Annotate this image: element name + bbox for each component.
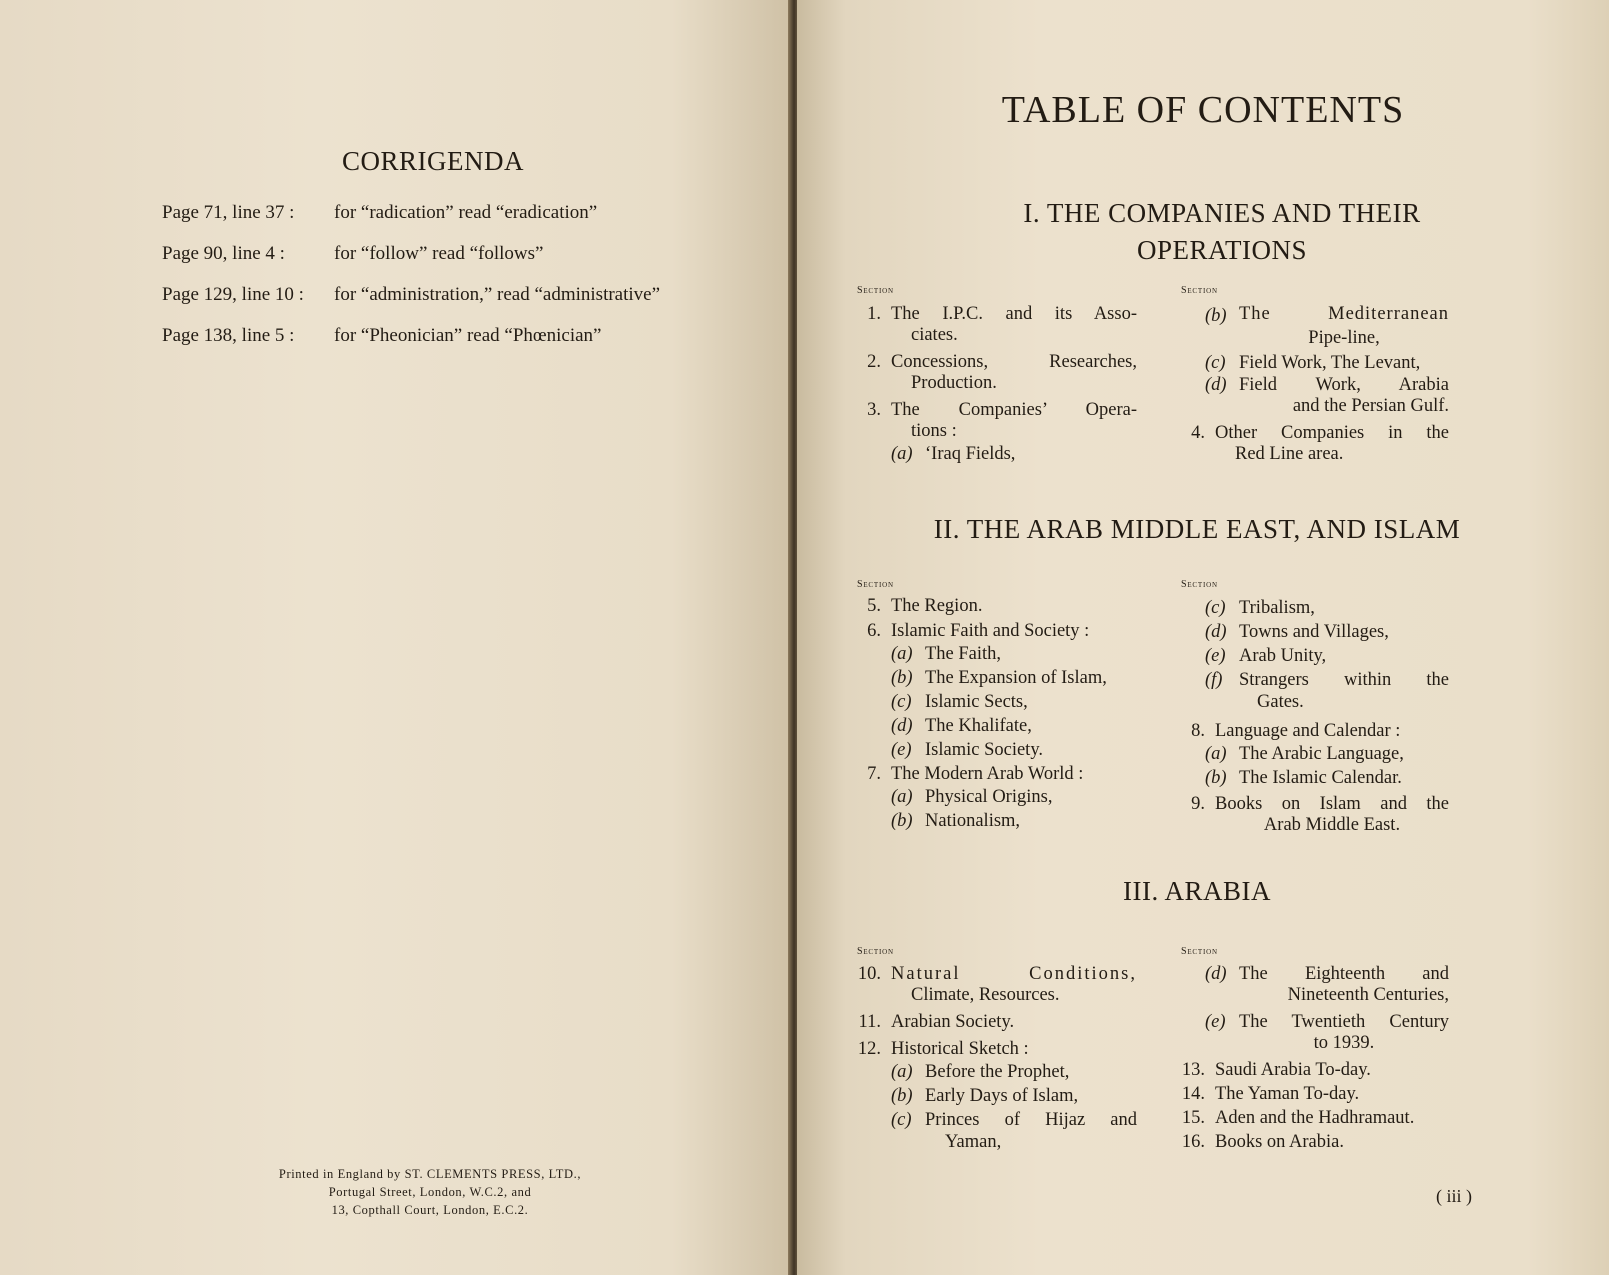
toc-subentry [1149,596,1449,620]
sub-text: The Faith, [925,644,1002,664]
left-page [0,0,790,1275]
toc-column-right [1149,964,1449,1159]
sub-text: Gates. [1257,692,1304,712]
toc-title: TABLE OF CONTENTS [1001,89,1405,131]
toc-column-left [825,964,1137,1159]
corrigenda-text: for “follow” read “follows” [334,243,544,264]
toc-entry [1149,1132,1449,1153]
printer-line: Portugal Street, London, W.C.2, and [328,1185,532,1199]
entry-text: Saudi Arabia To-day. [1215,1060,1371,1080]
toc-body [797,0,1609,1275]
part-heading-line: I. THE COMPANIES AND THEIR [1023,198,1421,228]
sub-text: Nineteenth Centuries, [1287,985,1449,1005]
entry-text: Concessions, Researches, [891,352,1137,372]
section-label: Section [857,946,894,957]
toc-entry [825,304,1137,346]
sub-text: Before the Prophet, [925,1062,1070,1082]
section-label: Section [1181,285,1218,296]
toc-entry [1149,794,1449,836]
toc-entry [825,596,1137,617]
toc-entry [1149,721,1449,790]
sub-text: ‘Iraq Fields, [925,444,1016,464]
sub-letter: (c) [1205,598,1226,618]
toc-entry [825,621,1137,762]
sub-text: Strangers within the [1239,670,1449,690]
toc-entry [1149,423,1449,465]
corrigenda-title: CORRIGENDA [341,146,524,176]
sub-letter: (a) [891,787,913,807]
entry-number: 13. [1181,1060,1205,1080]
part-heading [857,198,1587,266]
sub-text: Pipe-line, [1308,328,1380,348]
sub-letter: (c) [891,1110,912,1130]
entry-text: Aden and the Hadhramaut. [1215,1108,1415,1128]
corrigenda-item [162,325,782,366]
entry-number: 8. [1191,721,1205,741]
toc-subentry [1149,964,1449,1006]
section-label: Section [857,579,894,590]
toc-subentry [1149,620,1449,644]
sub-text: The Khalifate, [925,716,1032,736]
corrigenda-ref: Page 138, line 5 : [162,325,295,346]
corrigenda-item [162,284,782,325]
entry-number: 11. [858,1012,881,1032]
section-label: Section [1181,579,1218,590]
entry-text: tions : [911,421,957,441]
toc-column-left [825,304,1137,472]
sub-text: Islamic Sects, [925,692,1028,712]
toc-entry [825,964,1137,1006]
entry-text: Historical Sketch : [891,1039,1029,1059]
entry-number: 1. [867,304,881,324]
sub-text: Princes of Hijaz and [925,1110,1137,1130]
sub-text: Early Days of Islam, [925,1086,1079,1106]
sub-letter: (a) [1205,744,1227,764]
sub-letter: (b) [891,668,913,688]
sub-text: Field Work, Arabia [1239,375,1449,395]
toc-entry [1149,1084,1449,1105]
sub-letter: (c) [891,692,912,712]
entry-text: Red Line area. [1235,444,1344,464]
part-heading: II. THE ARAB MIDDLE EAST, AND ISLAM [933,514,1461,544]
sub-letter: (b) [891,811,913,831]
toc-subentry [1149,668,1449,713]
entry-number: 14. [1181,1084,1205,1104]
entry-text: Other Companies in the [1215,423,1449,443]
sub-text: to 1939. [1313,1033,1375,1053]
printer-line: 13, Copthall Court, London, E.C.2. [331,1203,529,1217]
toc-entry [825,1039,1137,1153]
entry-text: Arabian Society. [891,1012,1015,1032]
part-heading-line: OPERATIONS [1136,235,1308,265]
corrigenda-text: for “Pheonician” read “Phœnician” [334,325,602,346]
sub-letter: (b) [1205,306,1227,326]
entry-text: Books on Arabia. [1215,1132,1344,1152]
sub-letter: (a) [891,644,913,664]
entry-text: Natural Conditions, [891,964,1137,984]
entry-number: 12. [857,1039,881,1059]
entry-number: 15. [1181,1108,1205,1128]
corrigenda-list [162,202,782,366]
sub-letter: (d) [1205,964,1227,984]
toc-subentry [1149,644,1449,668]
entry-number: 10. [857,964,881,984]
section-label: Section [857,285,894,296]
sub-text: Islamic Society. [925,740,1043,760]
sub-text: Tribalism, [1239,598,1315,618]
entry-text: The Region. [891,596,983,616]
sub-letter: (e) [1205,1012,1226,1032]
entry-text: Production. [911,373,997,393]
entry-text: Islamic Faith and Society : [891,621,1090,641]
printer-line: Printed in England by ST. CLEMENTS PRESS, LTD., [278,1167,582,1181]
entry-text: The Modern Arab World : [891,764,1084,784]
corrigenda-text: for “administration,” read “administrative” [334,284,661,305]
sub-letter: (a) [891,1062,913,1082]
sub-text: Yaman, [945,1132,1002,1152]
sub-text: The Expansion of Islam, [925,668,1107,688]
entry-text: The I.P.C. and its Asso- [891,304,1137,324]
sub-letter: (a) [891,444,913,464]
entry-text: Climate, Resources. [911,985,1060,1005]
sub-letter: (f) [1205,670,1223,690]
toc-entry [825,764,1137,833]
toc-entry [1149,1108,1449,1129]
sub-letter: (b) [1205,768,1227,788]
toc-entry [825,1012,1137,1033]
toc-column-left [825,596,1137,839]
sub-text: The Eighteenth and [1239,964,1449,984]
toc-subentry [1149,351,1449,375]
sub-text: The Twentieth Century [1239,1012,1449,1032]
toc-subentry [1149,1012,1449,1054]
sub-text: Field Work, The Levant, [1239,353,1421,373]
toc-subentry [1149,304,1449,349]
entry-text: Language and Calendar : [1215,721,1401,741]
entry-number: 9. [1191,794,1205,814]
entry-number: 7. [867,764,881,784]
sub-letter: (c) [1205,353,1226,373]
toc-entry [825,400,1137,466]
sub-text: The Arabic Language, [1239,744,1404,764]
sub-text: The Islamic Calendar. [1239,768,1402,788]
entry-number: 4. [1191,423,1205,443]
entry-text: Arab Middle East. [1263,815,1401,835]
toc-entry [825,352,1137,394]
entry-number: 2. [867,352,881,372]
entry-number: 16. [1181,1132,1205,1152]
entry-text: The Companies’ Opera- [891,400,1137,420]
entry-text: ciates. [911,325,958,345]
part-heading: III. ARABIA [1123,876,1271,906]
printer-imprint [180,1165,680,1219]
toc-subentry [1149,375,1449,417]
sub-letter: (b) [891,1086,913,1106]
sub-letter: (d) [1205,622,1227,642]
corrigenda-text: for “radication” read “eradication” [334,202,598,223]
sub-text: and the Persian Gulf. [1292,396,1449,416]
section-label: Section [1181,946,1218,957]
toc-entry [1149,1060,1449,1081]
entry-text: The Yaman To-day. [1215,1084,1360,1104]
corrigenda-ref: Page 129, line 10 : [162,284,304,305]
sub-text: Physical Origins, [925,787,1053,807]
sub-letter: (e) [1205,646,1226,666]
entry-text: Books on Islam and the [1215,794,1449,814]
toc-column-right [1149,596,1449,842]
toc-column-right [1149,304,1449,471]
corrigenda-item [162,243,782,284]
page-number: ( iii ) [1436,1186,1472,1206]
entry-number: 3. [867,400,881,420]
sub-text: Towns and Villages, [1239,622,1389,642]
entry-number: 5. [867,596,881,616]
corrigenda-item [162,202,782,243]
sub-letter: (d) [891,716,913,736]
sub-text: Arab Unity, [1239,646,1327,666]
entry-number: 6. [867,621,881,641]
sub-text: The Mediterranean [1239,304,1449,324]
sub-letter: (e) [891,740,912,760]
corrigenda-ref: Page 90, line 4 : [162,243,285,264]
corrigenda-ref: Page 71, line 37 : [162,202,295,223]
sub-text: Nationalism, [925,811,1021,831]
sub-letter: (d) [1205,375,1227,395]
